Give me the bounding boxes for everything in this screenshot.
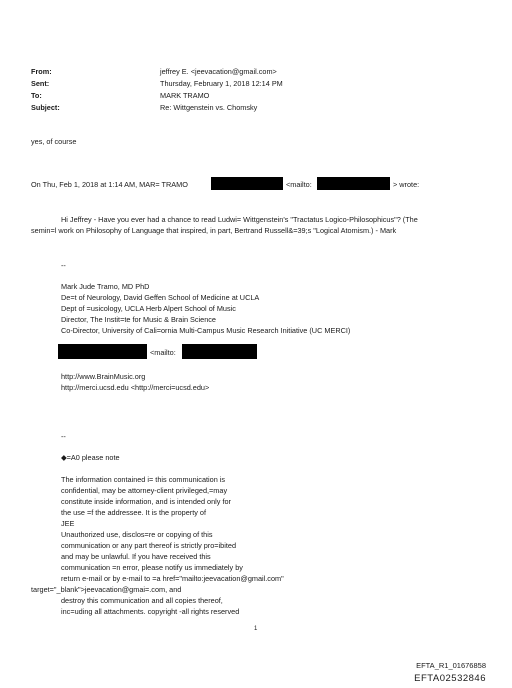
subject-label: Subject: [31, 103, 60, 112]
quote-intro-mailto: <mailto: [286, 180, 312, 189]
redaction-box [211, 177, 283, 190]
disclaimer-line: target="_blank">jeevacation@gmai=.com, and [31, 585, 182, 594]
sent-value: Thursday, February 1, 2018 12:14 PM [160, 79, 283, 88]
quote-body-line: Hi Jeffrey - Have you ever had a chance to read Ludwi= Wittgenstein's "Tractatus Logico-Philosophicus"? (The [61, 215, 418, 224]
to-value: MARK TRAMO [160, 91, 210, 100]
disclaimer-line: destroy this communication and all copies thereof, [61, 596, 223, 605]
signature-mailto: <mailto: [150, 348, 176, 357]
signature-link[interactable]: http://merci.ucsd.edu <http://merci=ucsd.edu> [61, 383, 210, 392]
separator: -- [61, 432, 66, 441]
disclaimer-line: Unauthorized use, disclos=re or copying of this [61, 530, 213, 539]
redaction-box [317, 177, 390, 190]
signature-line: Co-Director, University of Cali=ornia Multi-Campus Music Research Initiative (UC MERCI) [61, 326, 351, 335]
footer-id: EFTA_R1_01676858 [416, 661, 486, 670]
disclaimer-line: The information contained i= this communication is [61, 475, 226, 484]
sent-label: Sent: [31, 79, 50, 88]
footer-id: EFTA02532846 [414, 673, 486, 684]
separator: -- [61, 261, 66, 270]
disclaimer-line: inc=uding all attachments. copyright -all rights reserved [61, 607, 240, 616]
disclaimer-line: communication or any part thereof is strictly pro=ibited [61, 541, 237, 550]
signature-link[interactable]: http://www.BrainMusic.org [61, 372, 146, 381]
subject-value: Re: Wittgenstein vs. Chomsky [160, 103, 258, 112]
disclaimer-line: and may be unlawful. If you have received this [61, 552, 211, 561]
redaction-box [58, 344, 147, 359]
signature-name: Mark Jude Tramo, MD PhD [61, 282, 150, 291]
disclaimer-line: JEE [61, 519, 75, 528]
from-label: From: [31, 67, 52, 76]
to-label: To: [31, 91, 42, 100]
note-text: ◆=A0 please note [61, 453, 120, 462]
page-number: 1 [254, 626, 258, 632]
disclaimer-line: communication =n error, please notify us immediately by [61, 563, 243, 572]
reply-text: yes, of course [31, 137, 77, 146]
quote-intro-start: On Thu, Feb 1, 2018 at 1:14 AM, MAR= TRAMO [31, 180, 188, 189]
disclaimer-line: constitute inside information, and is intended only for [61, 497, 231, 506]
from-value: jeffrey E. <jeevacation@gmail.com> [160, 67, 277, 76]
quote-intro-end: > wrote: [393, 180, 420, 189]
disclaimer-line: return e-mail or by e-mail to =a href="mailto:jeevacation@gmail.com" [61, 574, 284, 583]
quote-body-line: semin=l work on Philosophy of Language that inspired, in part, Bertrand Russell&=39;s "Logical Atomism.) - Mark [31, 226, 397, 235]
redaction-box [182, 344, 257, 359]
disclaimer-line: confidential, may be attorney-client privileged,=may [61, 486, 228, 495]
disclaimer-line: the use =f the addressee. It is the property of [61, 508, 207, 517]
signature-line: De=t of Neurology, David Geffen School of Medicine at UCLA [61, 293, 260, 302]
signature-line: Director, The Instit=te for Music & Brain Science [61, 315, 216, 324]
signature-line: Dept of =usicology, UCLA Herb Alpert School of Music [61, 304, 236, 313]
